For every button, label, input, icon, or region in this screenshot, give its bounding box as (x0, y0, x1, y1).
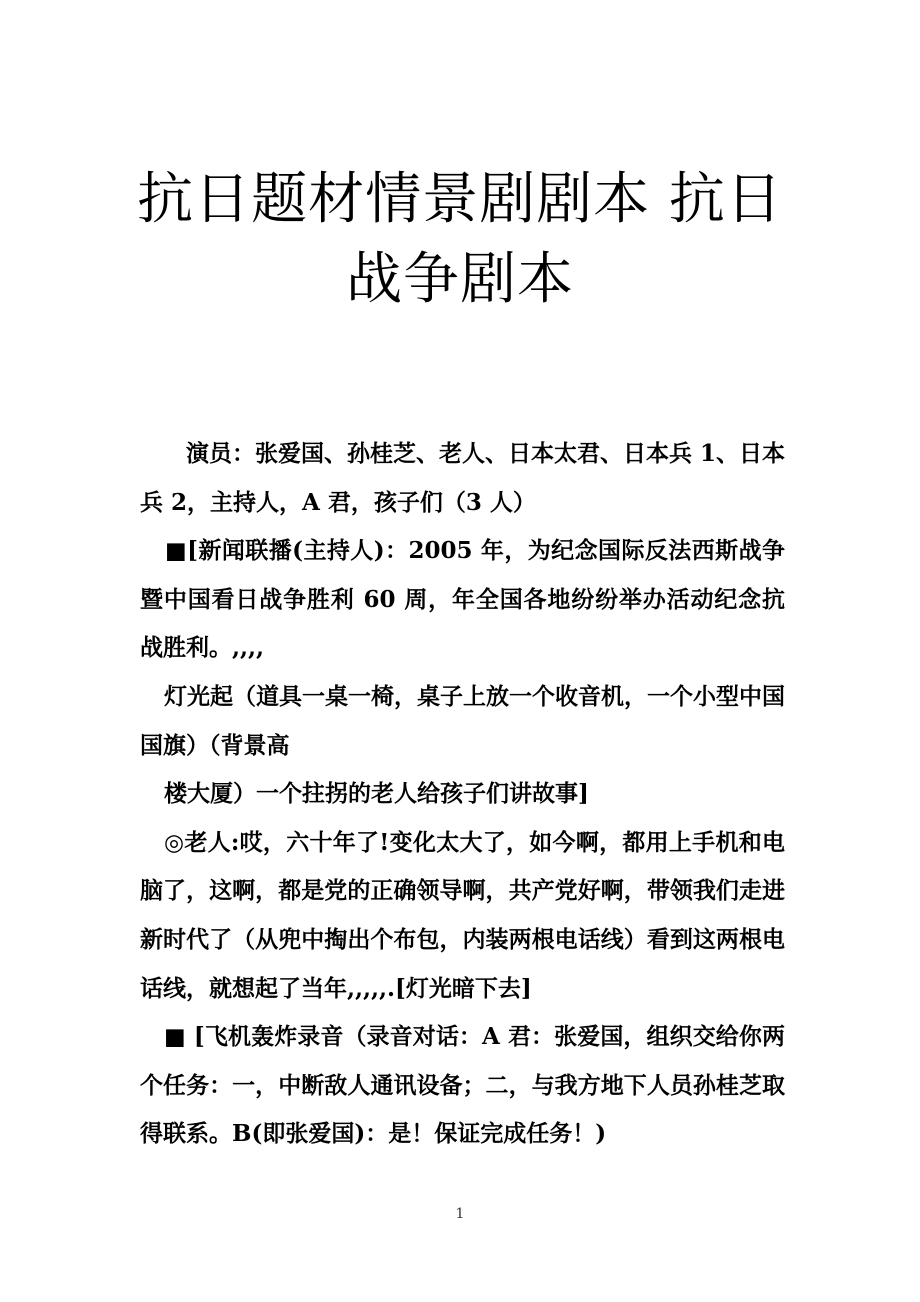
title-line-1: 抗日题材情景剧剧本 抗日 (137, 167, 783, 232)
paragraph-cast: 演员：张爱国、孙桂芝、老人、日本太君、日本兵 1、日本兵 2，主持人，A 君，孩子们（3 人） (140, 440, 786, 516)
title-line-2: 战争剧本 (346, 247, 574, 312)
page-number: 1 (455, 1206, 465, 1222)
paragraph-bombing: ■ [飞机轰炸录音（录音对话：A 君：张爱国，组织交给你两个任务：一，中断敌人通讯设备；二，与我方地下人员孙桂芝取得联系。B(即张爱国)：是！保证完成任务！) (140, 1023, 785, 1148)
paragraph-old-man-story: 楼大厦）一个拄拐的老人给孩子们讲故事] (164, 780, 589, 808)
paragraph-news: ■[新闻联播(主持人)：2005 年，为纪念国际反法西斯战争暨中国看日战争胜利 60 周，年全国各地纷纷举办活动纪念抗战胜利。,,,, (140, 537, 785, 662)
document-body (140, 430, 785, 1159)
paragraph-old-man-speech: ◎老人:哎，六十年了!变化太大了，如今啊，都用上手机和电脑了，这啊，都是党的正确领导啊，共产党好啊，带领我们走进新时代了（从兜中掏出个布包，内装两根电话线）看到这两根电话线，就想起了当年,,,,,.[灯光暗下去] (140, 828, 785, 1002)
document-title (100, 160, 820, 320)
paragraph-lights: 灯光起（道具一桌一椅，桌子上放一个收音机，一个小型中国国旗）（背景高 (140, 682, 785, 759)
